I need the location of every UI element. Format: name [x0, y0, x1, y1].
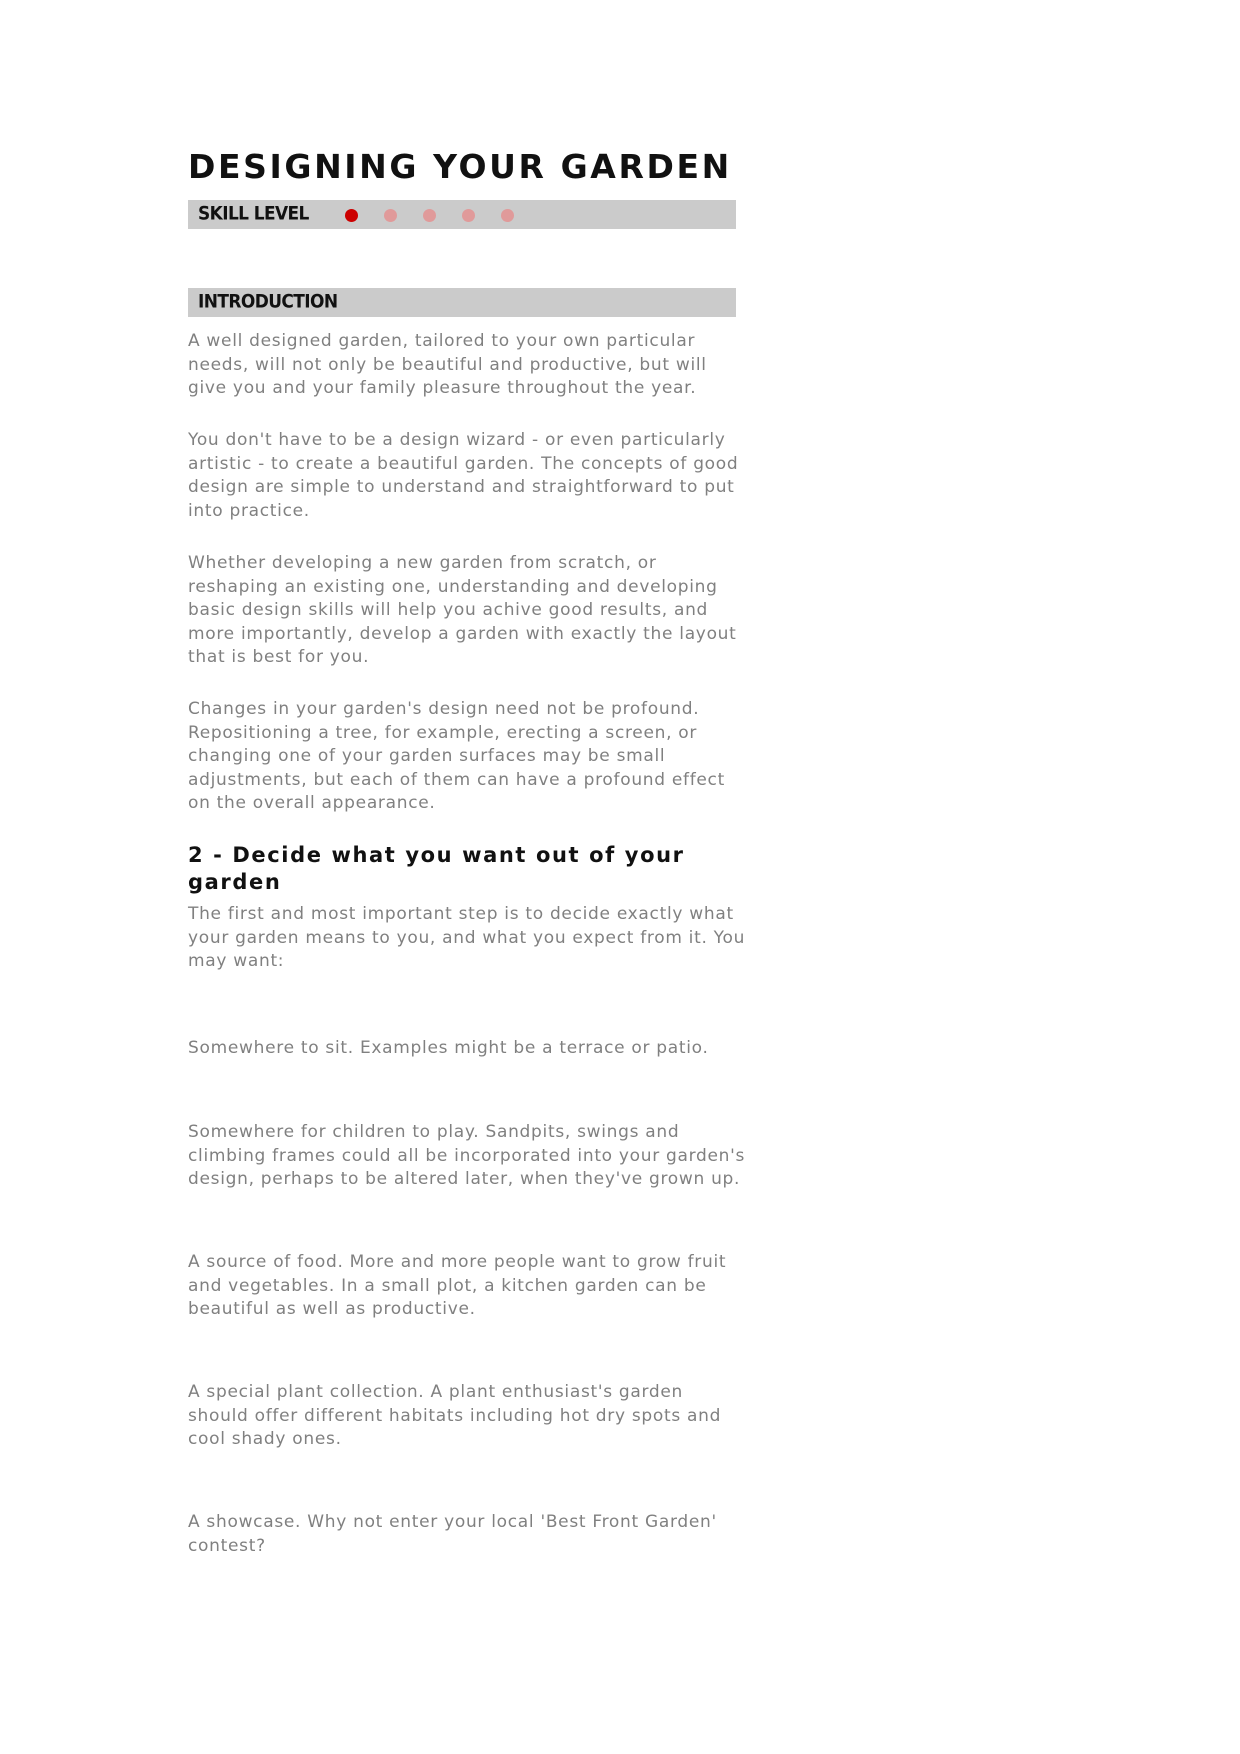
- list-item: Somewhere for children to play. Sandpits, swings and climbing frames could all be incorporated into your garden's design, perhaps to be altered later, when they've grown up.: [188, 1122, 746, 1189]
- skill-level-bar: [188, 200, 736, 229]
- section-lead-paragraph: The first and most important step is to decide exactly what your garden means to you, and what you expect from it. You may want:: [188, 904, 746, 971]
- page-title: DESIGNING YOUR GARDEN: [188, 147, 732, 186]
- list-item: A showcase. Why not enter your local 'Best Front Garden' contest?: [188, 1512, 717, 1556]
- intro-paragraph-1: A well designed garden, tailored to your own particular needs, will not only be beautiful and productive, but will give you and your family pleasure throughout the year.: [188, 331, 707, 398]
- skill-dot-empty: [384, 209, 397, 222]
- skill-dot-empty: [501, 209, 514, 222]
- introduction-bar: [188, 288, 736, 317]
- skill-level-rating: [188, 200, 736, 229]
- section-heading: 2 - Decide what you want out of your garden: [188, 843, 685, 894]
- skill-dot-empty: [462, 209, 475, 222]
- intro-paragraph-2: You don't have to be a design wizard - or even particularly artistic - to create a beautiful garden. The concepts of good design are simple to understand and straightforward to put into practice.: [188, 430, 739, 521]
- skill-dot-filled: [345, 209, 358, 222]
- list-item: Somewhere to sit. Examples might be a terrace or patio.: [188, 1038, 709, 1058]
- list-item: A special plant collection. A plant enthusiast's garden should offer different habitats including hot dry spots and cool shady ones.: [188, 1382, 722, 1449]
- intro-paragraph-3: Whether developing a new garden from scratch, or reshaping an existing one, understanding and developing basic design skills will help you achive good results, and more importantly, develop a garden with exactly the layout that is best for you.: [188, 553, 737, 667]
- skill-level-label: SKILL LEVEL: [198, 202, 309, 225]
- list-item: A source of food. More and more people want to grow fruit and vegetables. In a small plot, a kitchen garden can be beautiful as well as productive.: [188, 1252, 727, 1319]
- skill-dot-empty: [423, 209, 436, 222]
- introduction-label: INTRODUCTION: [198, 290, 338, 313]
- intro-paragraph-4: Changes in your garden's design need not be profound. Repositioning a tree, for example, erecting a screen, or changing one of your garden surfaces may be small adjustments, but each of them can have a profound effect on the overall appearance.: [188, 699, 725, 813]
